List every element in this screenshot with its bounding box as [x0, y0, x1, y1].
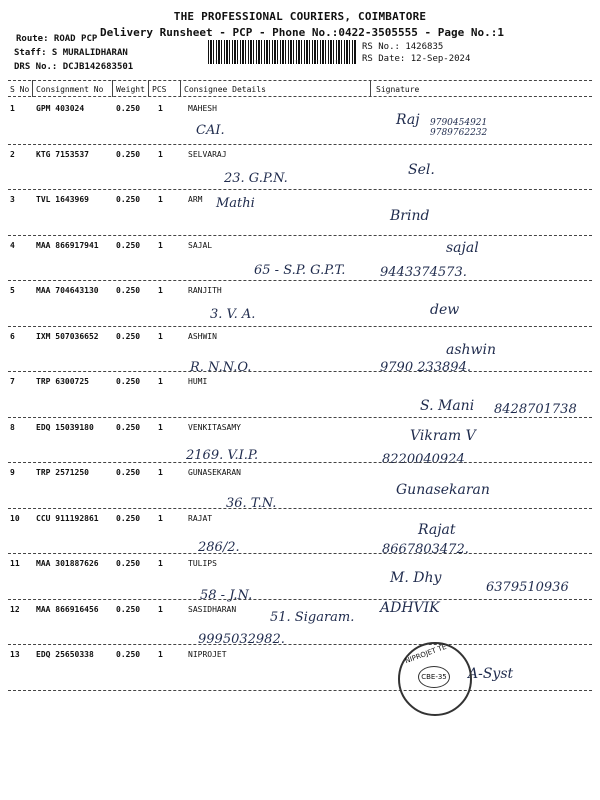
row-pieces: 1	[158, 422, 163, 432]
row-signature: Raj	[396, 112, 420, 128]
row-signature: Sel.	[408, 162, 435, 178]
row-consignee-name: VENKITASAMY	[188, 422, 241, 432]
document-title: THE PROFESSIONAL COURIERS, COIMBATORE	[173, 10, 427, 23]
row-weight: 0.250	[116, 104, 141, 113]
row-pieces: 1	[158, 513, 163, 523]
row-signature: sajal	[446, 240, 479, 256]
row-signature: dew	[430, 302, 460, 318]
row-handwritten-phone: 8667803472.	[382, 542, 469, 557]
row-consignment-number: MAA 866917941	[36, 240, 99, 250]
row-handwritten-phone: 9443374573.	[380, 265, 467, 280]
row-serial-number: 9	[10, 468, 15, 477]
row-consignment-number: KTG 7153537	[36, 149, 89, 159]
row-consignment-number: TVL 1643969	[36, 195, 89, 204]
row-separator	[8, 235, 592, 236]
row-pieces: 1	[158, 650, 163, 659]
row-separator	[8, 553, 592, 554]
row-pieces: 1	[158, 286, 163, 295]
row-pieces: 1	[158, 104, 163, 113]
row-separator	[8, 690, 592, 691]
col-divider	[180, 80, 181, 97]
col-header-pcs: PCS	[152, 85, 167, 94]
col-header-weight: Weight	[116, 85, 145, 94]
row-separator	[8, 417, 592, 418]
row-serial-number: 7	[10, 377, 15, 386]
col-header-consignee: Consignee Details	[184, 85, 266, 94]
row-weight: 0.250	[116, 604, 141, 614]
row-signature: Vikram V	[410, 428, 476, 444]
row-handwritten-address: 36. T.N.	[226, 496, 277, 511]
row-pieces: 1	[158, 604, 163, 614]
row-consignee-name: GUNASEKARAN	[188, 468, 241, 477]
row-consignee-name: SASIDHARAN	[188, 604, 237, 614]
row-serial-number: 2	[10, 149, 15, 159]
row-handwritten-address: 65 - S.P. G.P.T.	[254, 263, 346, 278]
row-signature: A-Syst	[468, 666, 514, 682]
row-pieces: 1	[158, 331, 163, 341]
row-weight: 0.250	[116, 195, 141, 204]
col-divider	[370, 80, 371, 97]
row-handwritten-phone: 6379510936	[486, 580, 569, 595]
row-consignee-name: MAHESH	[188, 104, 217, 113]
row-pieces: 1	[158, 559, 163, 568]
stamp-ring-text: NIPROJET TE	[403, 642, 448, 666]
row-separator	[8, 508, 592, 509]
rs-date: RS Date: 12-Sep-2024	[362, 54, 471, 64]
row-weight: 0.250	[116, 468, 141, 477]
row-pieces: 1	[158, 149, 163, 159]
row-signature: Brind	[390, 208, 430, 224]
staff-label: Staff: S MURALIDHARAN	[14, 48, 128, 58]
row-consignee-name: NIPROJET	[188, 650, 227, 659]
row-pieces: 1	[158, 240, 163, 250]
row-consignee-name: SAJAL	[188, 240, 213, 250]
row-weight: 0.250	[116, 240, 141, 250]
drs-number: DRS No.: DCJB142683501	[14, 62, 134, 72]
rs-number: RS No.: 1426835	[362, 42, 444, 52]
row-separator	[8, 189, 592, 190]
row-serial-number: 6	[10, 331, 15, 341]
row-weight: 0.250	[116, 422, 141, 432]
row-consignment-number: TRP 6300725	[36, 377, 89, 386]
row-weight: 0.250	[116, 286, 141, 295]
row-consignee-name: HUMI	[188, 377, 208, 386]
col-header-consignment: Consignment No	[36, 85, 104, 94]
row-serial-number: 11	[10, 559, 20, 568]
row-handwritten-address: R. N.N.O.	[190, 360, 252, 375]
row-serial-number: 1	[10, 104, 15, 113]
document-subtitle: Delivery Runsheet - PCP - Phone No.:0422-3505555 - Page No.:1	[100, 26, 504, 39]
row-consignment-number: MAA 704643130	[36, 286, 99, 295]
row-consignment-number: EDQ 15039180	[36, 422, 94, 432]
col-header-signature: Signature	[376, 85, 420, 94]
row-weight: 0.250	[116, 513, 141, 523]
row-signature: Gunasekaran	[396, 482, 490, 498]
row-handwritten-address: 58 - J.N.	[200, 588, 253, 603]
row-separator	[8, 371, 592, 372]
row-handwritten-address: CAI.	[196, 123, 225, 138]
row-consignment-number: IXM 507036652	[36, 331, 99, 341]
row-consignment-number: EDQ 25650338	[36, 650, 94, 659]
row-consignment-number: CCU 911192861	[36, 513, 99, 523]
row-serial-number: 12	[10, 604, 20, 614]
row-consignee-name: RANJITH	[188, 286, 222, 295]
col-header-sno: S No	[10, 85, 30, 94]
row-consignment-number: TRP 2571250	[36, 468, 89, 477]
row-consignee-name: ARM	[188, 195, 203, 204]
row-weight: 0.250	[116, 149, 141, 159]
row-handwritten-address: 2169. V.I.P.	[186, 448, 259, 463]
col-divider	[148, 80, 149, 97]
row-handwritten-phone: 9995032982.	[198, 632, 285, 647]
row-consignee-name: TULIPS	[188, 559, 217, 568]
row-serial-number: 5	[10, 286, 15, 295]
row-serial-number: 8	[10, 422, 15, 432]
row-consignee-name: RAJAT	[188, 513, 213, 523]
row-consignment-number: MAA 301887626	[36, 559, 99, 568]
row-separator	[8, 144, 592, 145]
row-handwritten-address: 23. G.P.N.	[224, 171, 288, 186]
table-header-border	[8, 96, 592, 97]
row-handwritten-phone: 8428701738	[494, 402, 577, 417]
row-weight: 0.250	[116, 331, 141, 341]
row-signature: ADHVIK	[380, 600, 440, 616]
row-consignment-number: MAA 866916456	[36, 604, 99, 614]
row-separator	[8, 644, 592, 645]
row-weight: 0.250	[116, 559, 141, 568]
row-handwritten-phone: 8220040924	[382, 452, 465, 467]
col-divider	[112, 80, 113, 97]
row-separator	[8, 280, 592, 281]
route-label: Route: ROAD PCP	[16, 34, 98, 44]
barcode	[208, 40, 356, 64]
row-pieces: 1	[158, 195, 163, 204]
row-consignment-number: GPM 403024	[36, 104, 85, 113]
table-top-border	[8, 80, 592, 81]
row-pieces: 1	[158, 377, 163, 386]
row-signature: S. Mani	[420, 398, 475, 414]
row-signature: ashwin	[446, 342, 497, 358]
row-weight: 0.250	[116, 650, 141, 659]
row-pieces: 1	[158, 468, 163, 477]
row-handwritten-address: 3. V. A.	[210, 307, 256, 322]
row-signature: M. Dhy	[390, 570, 442, 586]
row-handwritten-address: Mathi	[216, 196, 255, 211]
row-signature: Rajat	[418, 522, 456, 538]
row-serial-number: 13	[10, 650, 20, 659]
row-serial-number: 10	[10, 513, 20, 523]
row-handwritten-phone: 9790 233894.	[380, 360, 471, 375]
row-serial-number: 3	[10, 195, 15, 204]
row-handwritten-address: 286/2.	[198, 540, 240, 555]
row-serial-number: 4	[10, 240, 15, 250]
row-handwritten-address: 51. Sigaram.	[270, 610, 355, 625]
col-divider	[32, 80, 33, 97]
row-separator	[8, 326, 592, 327]
row-consignee-name: ASHWIN	[188, 331, 217, 341]
row-separator	[8, 462, 592, 463]
stamp-center: CBE-35	[418, 666, 450, 688]
row-consignee-name: SELVARAJ	[188, 149, 227, 159]
row-separator	[8, 599, 592, 600]
row-weight: 0.250	[116, 377, 141, 386]
row-handwritten-phone: 9790454921 9789762232	[430, 118, 488, 138]
